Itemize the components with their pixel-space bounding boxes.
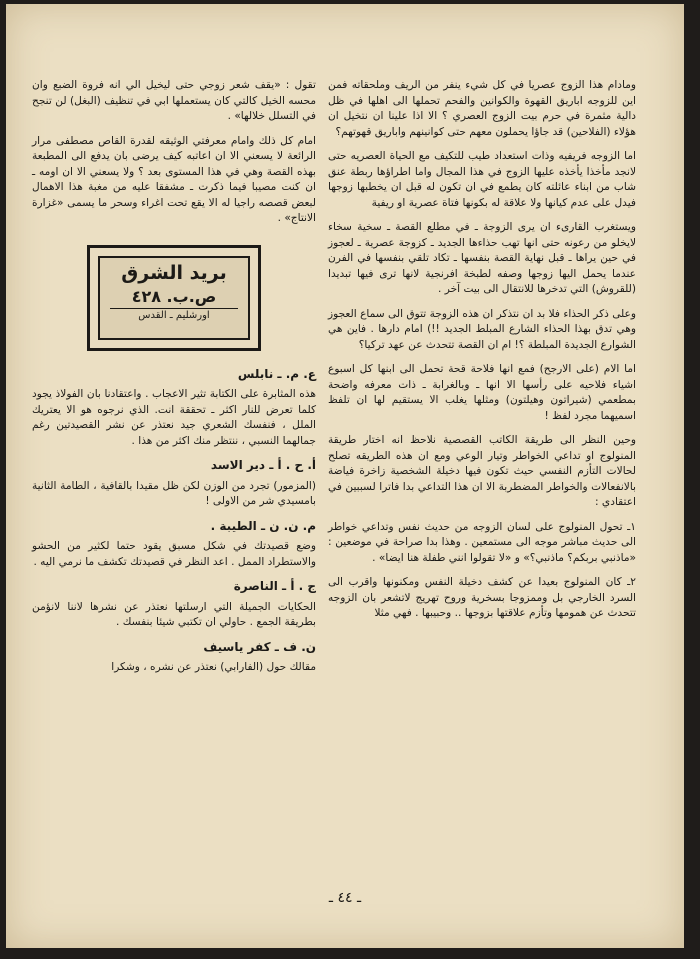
article-paragraph: اما الام (على الارجح) فمع انها فلاحة قحة تحمل الى ابنها كل اسبوع اشياء فلاحيه على رأسها الا انها ـ وبالغرابة ـ ذات معرفه واضحة بمطعمي (شيراتون وهيلتون) ومثلها يغلب الا يستقيم لها ان تلفظ اسميهما مجرد لفظ ! — [328, 363, 636, 422]
stamp-city: اورشليم ـ القدس — [110, 308, 238, 323]
reply-recipient: ن. ف ـ كفر ياسيف — [203, 639, 316, 654]
article-paragraph: ١ـ تحول المنولوج على لسان الزوجه من حديث نفس وتداعي خواطر الى حديث مباشر موجه الى مستمعين . وهذا بدا صراحة في موضعين : «ماذنبي بربكم؟ ماذنبي؟» و «لا تقولوا انني طفلة هنا ايضا» . — [328, 520, 636, 564]
article-paragraph: ٢ـ كان المنولوج بعيدا عن كشف دخيلة النفس ومكنونها واقرب الى السرد الخارجي بل وممزوجا بسخرية وروح تهريج لاتشعر بان الزوجه تتحدث عن همومها وتأزم علاقتها بزوجها .. وحبيبها . فهي مثلا — [328, 576, 636, 619]
page-number: ـ ٤٤ ـ — [328, 890, 362, 906]
article-column — [328, 78, 636, 631]
article-paragraph: امام كل ذلك وامام معرفتي الوثيقه لقدرة القاص مصطفى مرار الرائعة لا يسعني الا ان اعاتبه كيف يرضى بان يدفع الى المطبعة بهذه القصة وهي في هذا المستوى بعد ؟ ولا يسعني الا ان اومه ـ ان كنت مصيبا فيما ذكرت ـ مشفقا عليه من مغبة هذا الاهمال لبعض قصصه راجيا له الا يقع تحت اغراء وسحر ما يسمى «غزارة الانتاج» . — [32, 134, 316, 224]
stamp-newspaper-name: بريد الشرق — [121, 261, 227, 284]
stamp-inner-frame — [98, 256, 250, 340]
article-paragraph: وحين النظر الى طريقة الكاتب القصصية نلاحظ انه اختار طريقة المنولوج او تداعي الخواطر وتيار الوعي ومع ان هذه الطريقه تصلح لحالات التأزم النفسي حيث تكون فيها دخيلة الشخصية زاخرة فياضة بالانفعالات والخواطر المضطربة الا ان هذا التداعي بدا فاترا لسببين في اعتقادي : — [328, 434, 636, 508]
article-paragraph: وعلى ذكر الحذاء فلا بد ان نتذكر ان هذه الزوجة تتوق الى سماع العجوز وهي تدق بهذا الحذاء الشارع المبلط الجديد !!) امام دارها . فاين هي الشوارع الجديدة المبلطة ؟! ام ان القصة تتحدث عن عهد تركيا؟ — [328, 307, 636, 351]
reply-recipient: ج . أ ـ الناصرة — [233, 579, 316, 593]
mailbox-column — [32, 78, 316, 685]
reply-text: وضع قصيدتك في شكل مسبق يقود حتما لكثير من الحشو والاستطراد الممل . اعد النظر في قصيدتك تكشف ما نرمي اليه . — [32, 540, 316, 568]
reply-recipient: م. ن. ن ـ الطيبة . — [210, 518, 316, 533]
reply-text: (المزمور) تجرد من الوزن لكن ظل مقيدا بالقافية ، الطامة الثانية بامسيدي شر من الاولى ! — [32, 479, 316, 507]
reply-text: الحكايات الجميلة التي ارسلتها نعتذر عن نشرها لاننا لانؤمن بطريقة الجمع . حاولي ان تكتبي شيئا بنفسك . — [32, 600, 316, 628]
reply-recipient: ع. م. ـ نابلس — [237, 366, 316, 381]
mailbox-stamp — [87, 245, 261, 351]
reply-text: مقالك حول (الفارابي) نعتذر عن نشره ، وشكرا — [111, 661, 316, 673]
magazine-page — [6, 4, 684, 948]
reply-recipient: أ. ح . أ ـ دير الاسد — [210, 458, 316, 472]
article-paragraph: تقول : «يقف شعر زوجي حتى ليخيل الي انه فروة الضبع وان محسه الخيل كالتي كان يستعملها ابي في تنظيف (البغل) لن تنجح في التسلل خلالها» . — [32, 79, 316, 122]
article-paragraph: ومادام هذا الزوج عصريا في كل شيء ينفر من الريف وملحقاته فمن اين للزوجه اباريق القهوة والكوانين والفحم تحملها الى اهلها في ظل دالية مثمرة في حرم بيت الزوج العصري ؟ الا اذا علينا ان نتخيل ان هؤلاء (الفلاحين) قد جاؤا يحملون معهم حتى كوانينهم واباريق قهوتهم؟ — [328, 79, 636, 138]
stamp-po-box: ص.ب. ٤٢٨ — [131, 286, 217, 306]
article-paragraph: ويستغرب القارىء ان يرى الزوجة ـ في مطلع القصة ـ سخية سخاء لايخلو من رعونه حتى انها تهب حذاءها الجديد ـ كزوجة عصرية ـ لعجوز في حين يراها ـ قبل نهاية القصة بنفسها ـ تكاد تلقي بنفسها في الفرن عندما يحمل اليها زوجها وصفه لطبخة افرنجية لانها ترى فيها تبديدا (للقروش) التي تدخرها للانتقال الى بيت آخر . — [328, 221, 636, 295]
article-paragraph: اما الزوجه فريفيه وذات استعداد طيب للتكيف مع الحياة العصريه حتى لانجد مأخذا يأخذه عليها الزوج في هذا المجال واما اطراؤها ربطة عنق شاب من ابناء عائلته كان يطمع في ان تكون له قبل ان يخطبها زوجها فيدل على عدم كيانها ولا علاقة له بكونها فتاة عصرية او ريفية — [328, 150, 636, 209]
reply-text: هذه المثابرة على الكتابة تثير الاعجاب . واعتقادنا بان الفولاذ يجود كلما تعرض للنار اكثر ـ تحققة انت. الذي نرجوه هو الا يعتريك الملل ، فنفسك الشعري جيد نعتذر عن نشر القصيدتين رغم جمالهما النسبي ، ننتظر منك اكثر من هذا . — [32, 388, 316, 447]
